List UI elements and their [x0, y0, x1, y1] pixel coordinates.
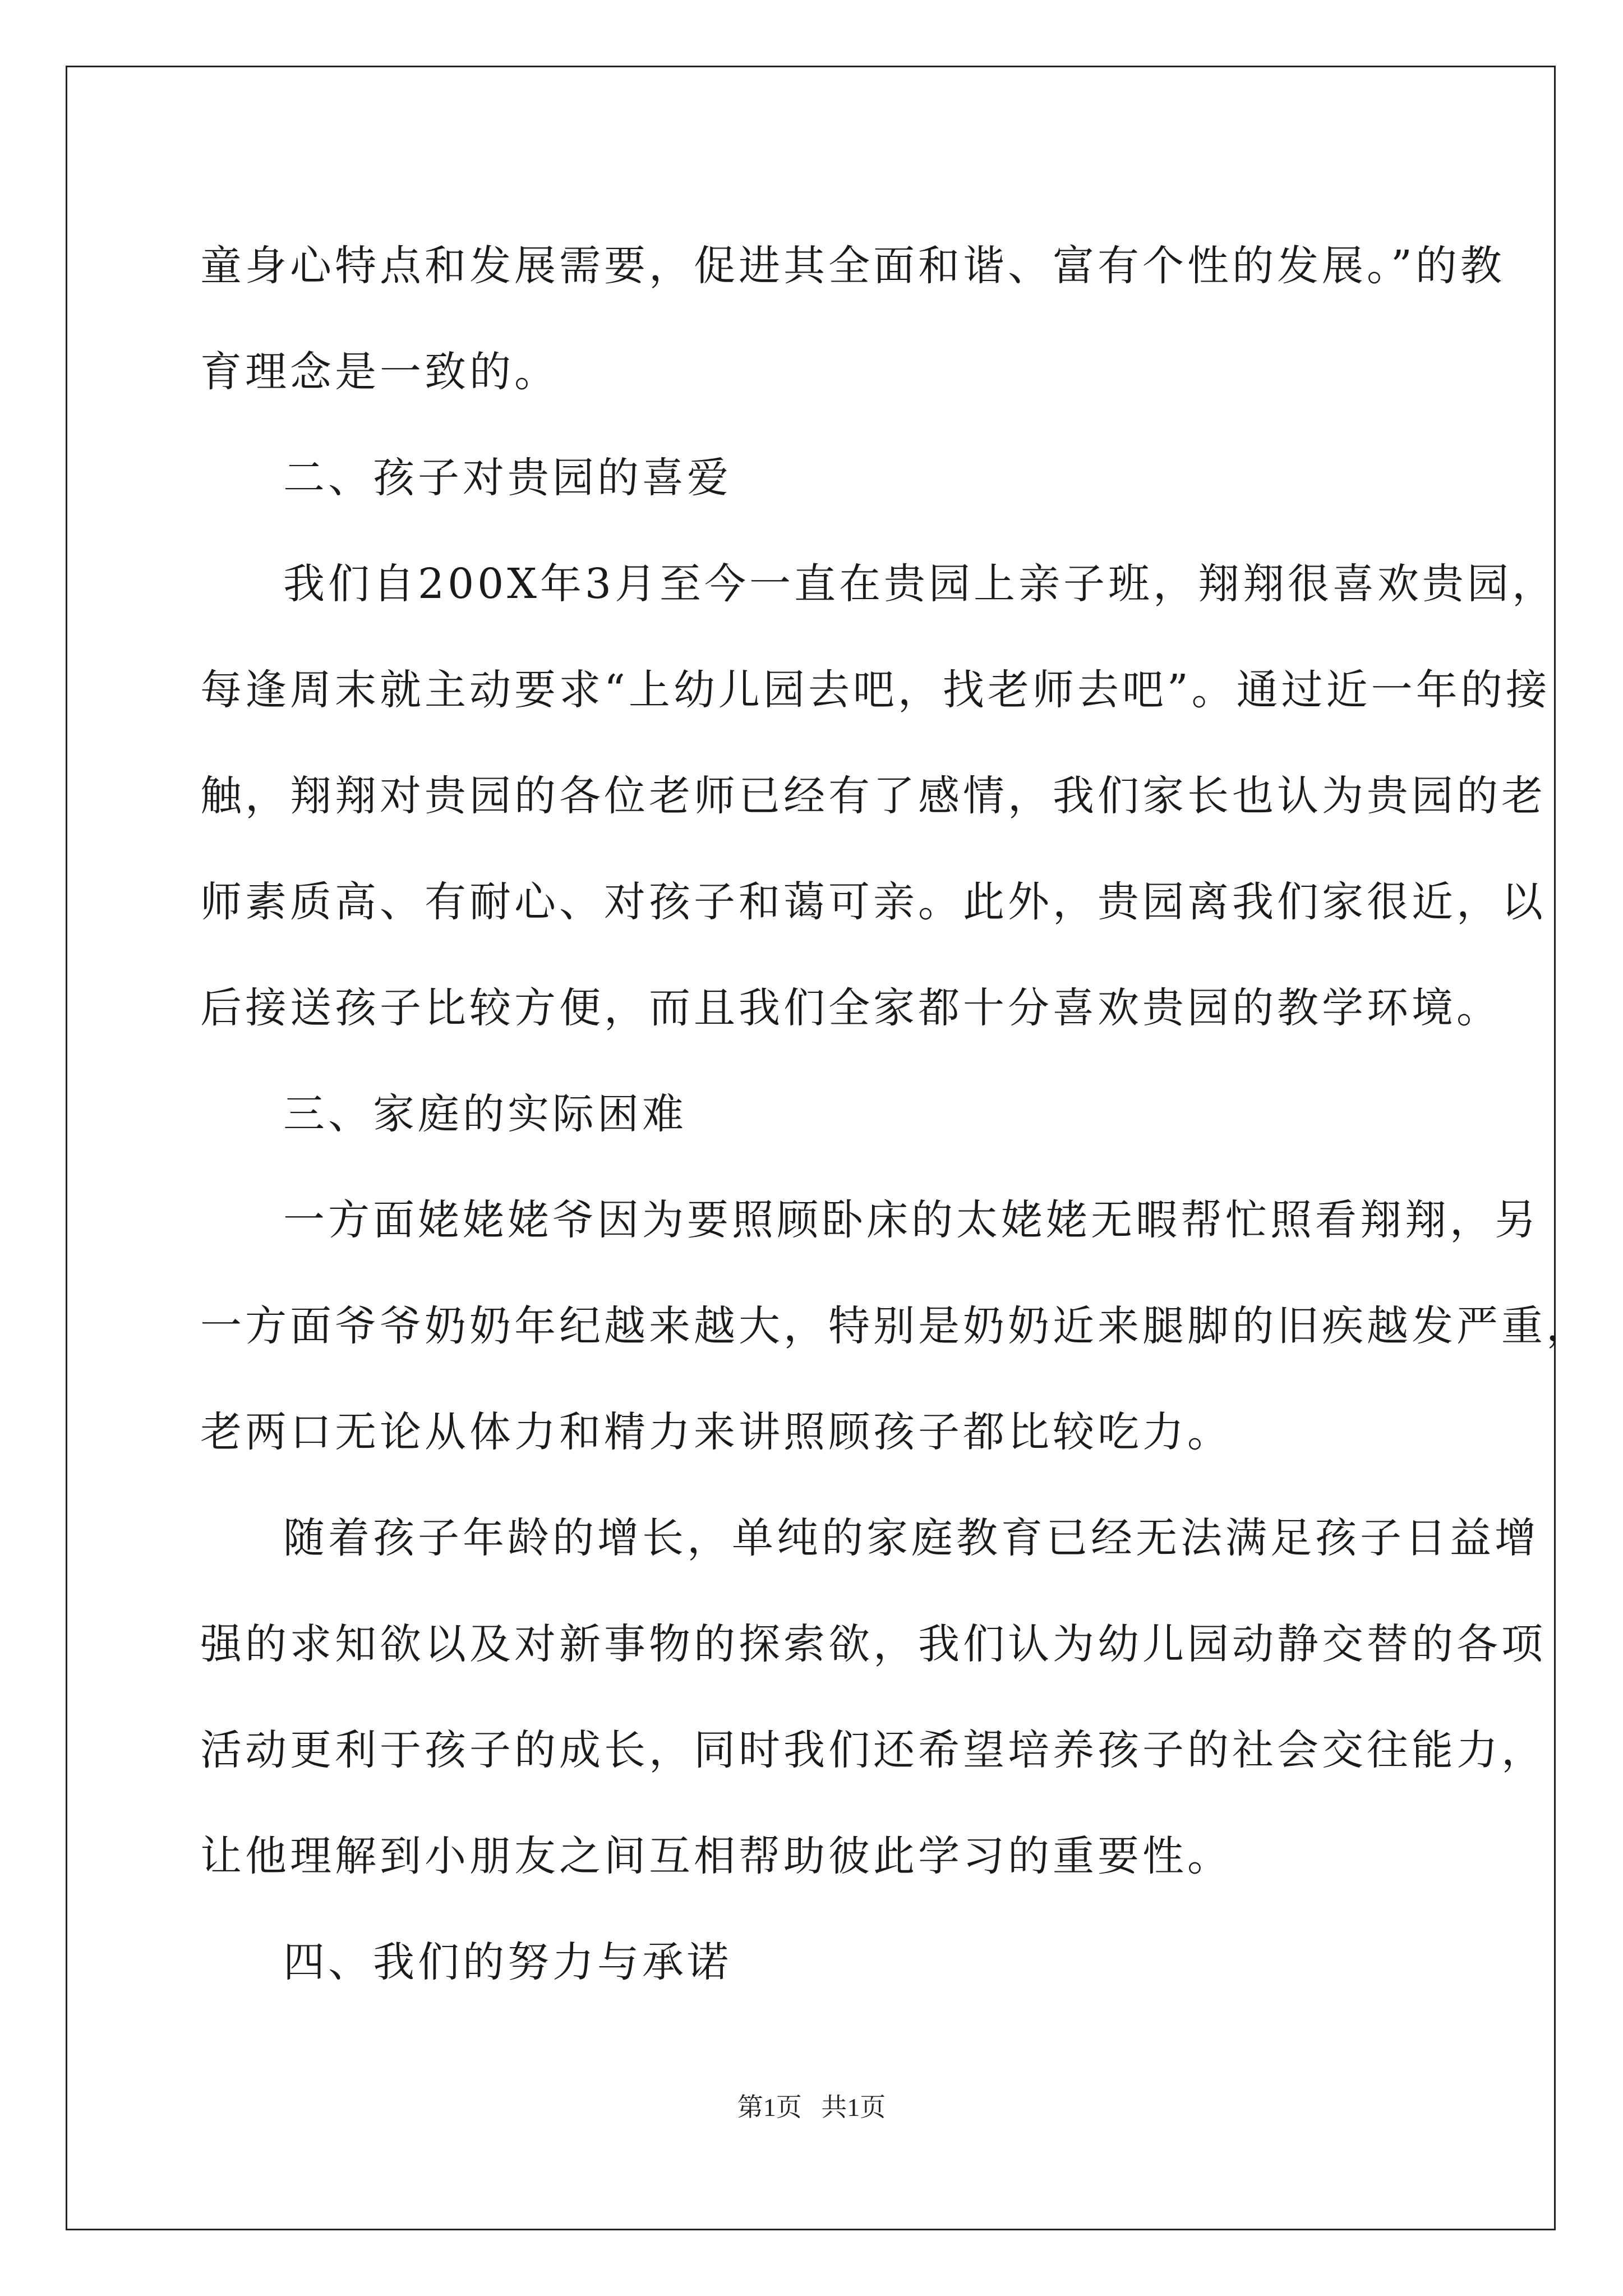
text-line: 后接送孩子比较方便，而且我们全家都十分喜欢贵园的教学环境。 [200, 984, 1501, 1032]
text-line: 三、家庭的实际困难 [283, 1090, 687, 1138]
text-line: 触，翔翔对贵园的各位老师已经有了感情，我们家长也认为贵园的老 [200, 772, 1546, 820]
page-total: 共1页 [821, 2093, 886, 2122]
text-line: 强的求知欲以及对新事物的探索欲，我们认为幼儿园动静交替的各项 [200, 1620, 1546, 1668]
text-line: 随着孩子年龄的增长，单纯的家庭教育已经无法满足孩子日益增 [283, 1514, 1539, 1562]
text-line: 四、我们的努力与承诺 [283, 1938, 732, 1986]
text-line: 二、孩子对贵园的喜爱 [283, 454, 732, 502]
text-line: 每逢周末就主动要求“上幼儿园去吧，找老师去吧”。通过近一年的接 [200, 666, 1551, 714]
text-line: 我们自200X年3月至今一直在贵园上亲子班，翔翔很喜欢贵园， [283, 560, 1557, 608]
text-line: 育理念是一致的。 [200, 348, 559, 396]
text-line: 一方面姥姥姥爷因为要照顾卧床的太姥姥无暇帮忙照看翔翔，另 [283, 1196, 1539, 1244]
text-line: 老两口无论从体力和精力来讲照顾孩子都比较吃力。 [200, 1408, 1232, 1456]
text-line: 童身心特点和发展需要，促进其全面和谐、富有个性的发展。”的教 [200, 242, 1505, 290]
text-line: 活动更利于孩子的成长，同时我们还希望培养孩子的社会交往能力， [200, 1726, 1546, 1774]
document-body [200, 213, 1591, 2016]
page-number: 第1页 [737, 2093, 802, 2122]
text-line: 让他理解到小朋友之间互相帮助彼此学习的重要性。 [200, 1832, 1232, 1880]
text-line: 一方面爷爷奶奶年纪越来越大，特别是奶奶近来腿脚的旧疾越发严重， [200, 1302, 1591, 1350]
text-line: 师素质高、有耐心、对孩子和蔼可亲。此外，贵园离我们家很近，以 [200, 878, 1546, 926]
page-footer [0, 2087, 1623, 2124]
